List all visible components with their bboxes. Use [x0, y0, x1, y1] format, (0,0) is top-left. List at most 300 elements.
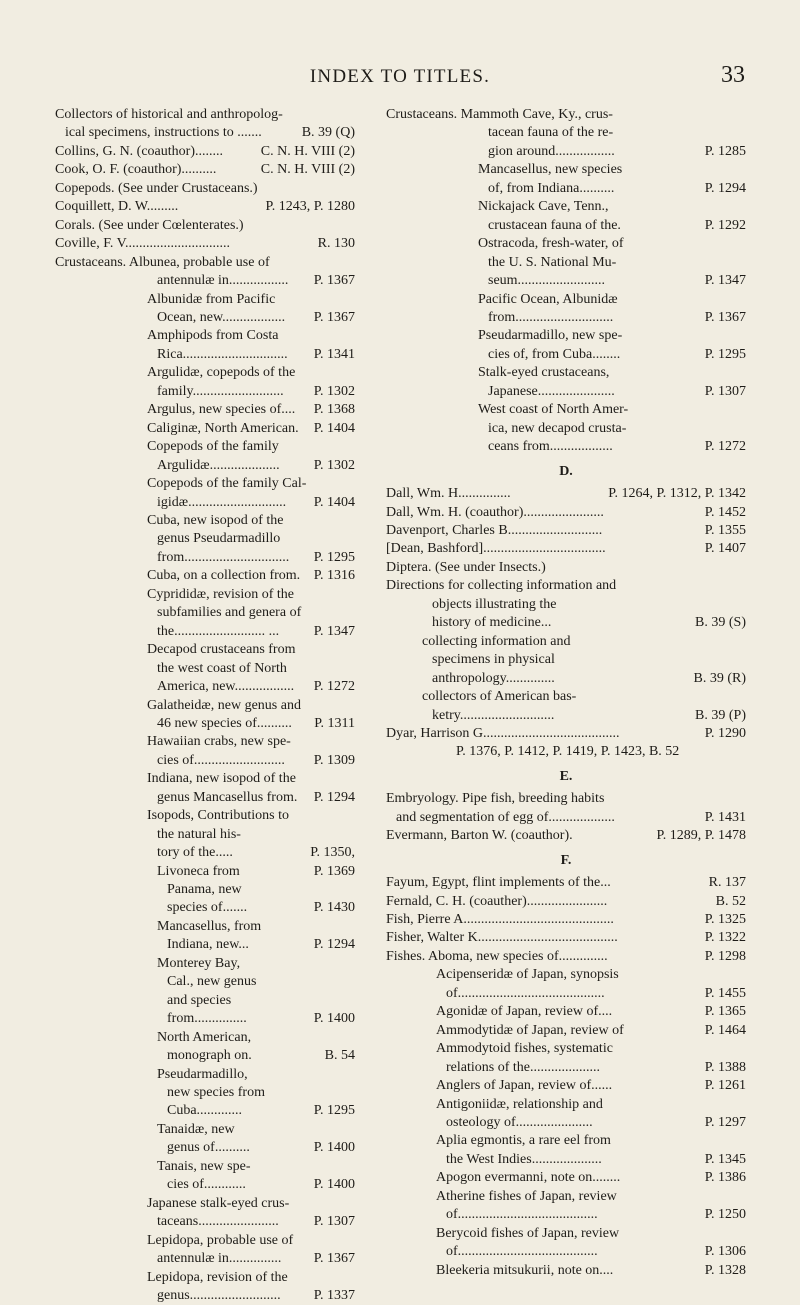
entry-text: taceans.......................	[157, 1214, 279, 1230]
entry-reference: P. 1365	[704, 1004, 746, 1020]
index-entry	[55, 1102, 355, 1120]
entry-text: America, new.................	[157, 679, 295, 695]
index-entry	[55, 789, 355, 807]
entry-reference: P. 1297	[704, 1115, 746, 1131]
entry-reference: P. 1290	[704, 725, 746, 741]
entry-reference: P. 1316	[313, 568, 355, 584]
entry-text: Ammodytidæ of Japan, review of	[436, 1022, 624, 1038]
index-entry	[55, 309, 355, 327]
entry-reference: B. 39 (P)	[695, 707, 746, 723]
index-entry	[55, 826, 355, 844]
entry-text: and segmentation of egg of...................	[396, 809, 615, 825]
index-entry	[386, 670, 746, 688]
entry-text: Amphipods from Costa	[147, 328, 279, 344]
entry-text: Isopods, Contributions to	[147, 808, 289, 824]
entry-reference: R. 137	[708, 875, 746, 891]
entry-text: Fisher, Walter K........................................	[386, 930, 618, 946]
entry-text: ical specimens, instructions to .......	[65, 125, 262, 141]
entry-text: Copepods. (See under Crustaceans.)	[55, 180, 258, 196]
index-entry	[55, 327, 355, 345]
entry-text: West coast of North Amer-	[478, 402, 629, 418]
entry-reference: P. 1367	[313, 273, 355, 289]
index-entry	[55, 1029, 355, 1047]
entry-reference: P. 1452	[704, 504, 746, 520]
index-entry	[386, 985, 746, 1003]
index-entry	[386, 235, 746, 253]
entry-text: Directions for collecting information and	[386, 578, 617, 594]
index-entry	[386, 1040, 746, 1058]
entry-reference: P. 1294	[313, 937, 355, 953]
entry-reference: P. 1388	[704, 1059, 746, 1075]
entry-reference: P. 1455	[704, 985, 746, 1001]
entry-reference: P. 1307	[313, 1214, 355, 1230]
index-entry	[55, 623, 355, 641]
section-letter: F.	[560, 852, 572, 868]
index-entry	[55, 364, 355, 382]
entry-reference: P. 1337	[313, 1288, 355, 1303]
index-entry	[55, 198, 355, 216]
index-entry	[386, 180, 746, 198]
entry-text: Hawaiian crabs, new spe-	[147, 734, 291, 750]
entry-reference: P. 1368	[313, 402, 355, 418]
entry-text: Evermann, Barton W. (coauthor).	[386, 828, 573, 844]
entry-reference: C. N. H. VIII (2)	[260, 143, 355, 159]
entry-reference: P. 1309	[313, 752, 355, 768]
index-entry	[55, 180, 355, 198]
index-entry	[55, 1232, 355, 1250]
entry-text: [Dean, Bashford]...................................	[386, 541, 606, 557]
entry-text: Crustaceans. Mammoth Cave, Ky., crus-	[386, 107, 613, 122]
index-entry	[55, 346, 355, 364]
entry-text: Argulus, new species of....	[147, 402, 296, 418]
entry-reference: P. 1404	[313, 494, 355, 510]
entry-text: Ammodytoid fishes, systematic	[436, 1041, 613, 1057]
entry-text: genus Pseudarmadillo	[157, 531, 281, 547]
section-letter: D.	[559, 463, 573, 479]
entry-text: Cuba.............	[167, 1103, 243, 1119]
index-entry	[386, 633, 746, 651]
index-entry	[386, 1169, 746, 1187]
index-entry	[386, 540, 746, 558]
entry-reference: P. 1355	[704, 522, 746, 538]
entry-text: Coville, F. V..............................	[55, 236, 230, 252]
entry-text: Corals. (See under Cœlenterates.)	[55, 217, 244, 233]
entry-text: Collectors of historical and anthropolog-	[55, 107, 283, 122]
index-entry	[386, 827, 746, 845]
index-entry	[386, 1059, 746, 1077]
entry-reference: B. 39 (Q)	[301, 125, 355, 141]
entry-reference: P. 1430	[313, 900, 355, 916]
entry-reference: P. 1295	[704, 346, 746, 362]
index-entry	[55, 586, 355, 604]
entry-reference: P. 1292	[704, 217, 746, 233]
entry-text: the.......................... ...	[157, 623, 280, 639]
entry-text: Collins, G. N. (coauthor)........	[55, 143, 223, 159]
entry-text: Stalk-eyed crustaceans,	[478, 365, 610, 381]
index-entry	[386, 929, 746, 947]
entry-text: Indiana, new...	[167, 937, 249, 953]
entry-text: cies of, from Cuba........	[488, 346, 621, 362]
entry-text: family..........................	[157, 383, 284, 399]
entry-text: Livoneca from	[157, 863, 240, 879]
index-entry	[55, 401, 355, 419]
index-entry	[55, 641, 355, 659]
index-entry	[55, 660, 355, 678]
index-entry	[386, 106, 746, 124]
entry-text: Dall, Wm. H. (coauthor).......................	[386, 504, 604, 520]
index-entry	[386, 911, 746, 929]
entry-reference: P. 1404	[313, 420, 355, 436]
entry-text: Tanais, new spe-	[157, 1158, 251, 1174]
index-entry	[55, 918, 355, 936]
entry-text: Cuba, on a collection from.	[147, 568, 301, 584]
index-entry	[55, 1213, 355, 1231]
index-entry	[55, 1176, 355, 1194]
entry-reference: P. 1341	[313, 346, 355, 362]
index-entry	[55, 438, 355, 456]
index-entry	[55, 475, 355, 493]
entry-text: Dall, Wm. H...............	[386, 486, 511, 502]
index-entry	[55, 807, 355, 825]
entry-reference: P. 1294	[704, 180, 746, 196]
index-entry	[55, 1250, 355, 1268]
index-entry	[386, 420, 746, 438]
index-entry	[386, 1096, 746, 1114]
index-entry	[386, 291, 746, 309]
entry-text: Diptera. (See under Insects.)	[386, 559, 546, 575]
entry-reference: B. 52	[715, 893, 746, 909]
index-entry	[55, 752, 355, 770]
entry-text: ica, new decapod crusta-	[488, 420, 627, 436]
index-entry	[386, 124, 746, 142]
entry-text: the U. S. National Mu-	[488, 254, 617, 270]
index-entry	[55, 1084, 355, 1102]
entry-text: osteology of......................	[446, 1115, 593, 1131]
entry-text: the west coast of North	[157, 660, 287, 676]
entry-reference: P. 1250	[704, 1207, 746, 1223]
right-column	[386, 106, 746, 1280]
index-entry	[55, 272, 355, 290]
entry-reference: P. 1367	[313, 1251, 355, 1267]
index-entry	[386, 383, 746, 401]
index-entry	[55, 161, 355, 179]
page-header	[0, 62, 800, 92]
index-entry	[55, 549, 355, 567]
index-entry	[386, 1225, 746, 1243]
entry-text: Nickajack Cave, Tenn.,	[478, 199, 609, 215]
index-entry	[386, 893, 746, 911]
index-entry	[386, 364, 746, 382]
entry-text: species of.......	[167, 900, 248, 916]
index-entry	[386, 327, 746, 345]
entry-reference: P. 1322	[704, 930, 746, 946]
entry-text: of........................................	[446, 1207, 598, 1223]
entry-text: Ocean, new..................	[157, 309, 286, 325]
entry-text: Japanese stalk-eyed crus-	[147, 1195, 290, 1211]
entry-text: Cook, O. F. (coauthor)..........	[55, 162, 217, 178]
entry-text: Bleekeria mitsukurii, note on....	[436, 1262, 614, 1278]
entry-reference: P. 1289, P. 1478	[656, 828, 746, 844]
index-entry	[386, 1206, 746, 1224]
entry-text: subfamilies and genera of	[157, 605, 302, 621]
entry-text: Argulidæ, copepods of the	[147, 365, 296, 381]
index-entry	[55, 844, 355, 862]
index-entry	[55, 1139, 355, 1157]
entry-reference: P. 1272	[313, 679, 355, 695]
entry-text: Anglers of Japan, review of......	[436, 1078, 613, 1094]
entry-reference: P. 1302	[313, 457, 355, 473]
entry-text: seum.........................	[488, 273, 606, 289]
entry-text: Fernald, C. H. (coauther).......................	[386, 893, 608, 909]
entry-text: Berycoid fishes of Japan, review	[436, 1225, 620, 1241]
entry-text: genus of..........	[167, 1140, 250, 1156]
entry-text: cies of............	[167, 1177, 246, 1193]
index-entry	[386, 725, 746, 743]
index-entry	[386, 254, 746, 272]
entry-reference: B. 39 (S)	[695, 615, 746, 631]
index-entry	[386, 1114, 746, 1132]
entry-text: history of medicine...	[432, 615, 552, 631]
index-entry	[55, 1121, 355, 1139]
index-entry	[386, 651, 746, 669]
entry-text: and species	[167, 992, 232, 1008]
entry-text: specimens in physical	[432, 652, 555, 668]
left-column	[55, 106, 355, 1305]
entry-text: Galatheidæ, new genus and	[147, 697, 301, 713]
index-entry	[55, 106, 355, 124]
entry-reference: P. 1272	[704, 439, 746, 455]
entry-reference: P. 1464	[704, 1022, 746, 1038]
index-entry	[386, 1003, 746, 1021]
entry-text: Panama, new	[167, 882, 242, 898]
entry-text: Indiana, new isopod of the	[147, 771, 296, 787]
index-entry	[55, 143, 355, 161]
entry-text: gion around.................	[488, 143, 615, 159]
index-entry	[55, 697, 355, 715]
index-entry	[386, 559, 746, 577]
index-entry	[55, 863, 355, 881]
index-entry	[386, 874, 746, 892]
index-entry	[386, 309, 746, 327]
entry-text: 46 new species of..........	[157, 715, 292, 731]
entry-text: Ostracoda, fresh-water, of	[478, 236, 624, 252]
entry-reference: P. 1350,	[310, 845, 355, 861]
entry-text: Decapod crustaceans from	[147, 642, 296, 658]
entry-reference: P. 1302	[313, 383, 355, 399]
index-entry	[55, 1047, 355, 1065]
entry-reference: P. 1367	[313, 309, 355, 325]
index-entry	[386, 577, 746, 595]
entry-reference: P. 1243, P. 1280	[265, 199, 355, 215]
index-entry	[386, 1132, 746, 1150]
index-entry	[55, 1010, 355, 1028]
index-entry	[386, 401, 746, 419]
entry-text: Coquillett, D. W.........	[55, 199, 179, 215]
entry-reference: P. 1400	[313, 1011, 355, 1027]
index-entry	[386, 1151, 746, 1169]
index-entry	[55, 1287, 355, 1305]
entry-text: antennulæ in.................	[157, 273, 289, 289]
index-entry	[386, 596, 746, 614]
entry-reference: P. 1347	[313, 623, 355, 639]
entry-reference: P. 1369	[313, 863, 355, 879]
entry-text: Copepods of the family Cal-	[147, 476, 307, 492]
page-title: INDEX TO TITLES.	[309, 66, 491, 87]
index-entry	[386, 272, 746, 290]
index-entry	[386, 1262, 746, 1280]
index-entry	[55, 217, 355, 235]
index-entry	[55, 124, 355, 142]
index-entry	[386, 438, 746, 456]
entry-text: cies of..........................	[157, 752, 285, 768]
index-entry	[386, 809, 746, 827]
entry-text: Cuba, new isopod of the	[147, 512, 284, 528]
index-entry	[386, 485, 746, 503]
index-entry	[386, 688, 746, 706]
entry-text: Cyprididæ, revision of the	[147, 586, 294, 602]
index-entry	[55, 254, 355, 272]
entry-text: ketry...........................	[432, 707, 555, 723]
index-entry	[55, 383, 355, 401]
index-entry	[55, 420, 355, 438]
entry-text: Mancasellus, new species	[478, 162, 623, 178]
entry-text: Crustaceans. Albunea, probable use of	[55, 254, 270, 270]
entry-reference: P. 1400	[313, 1177, 355, 1193]
entry-text: from...............	[167, 1011, 247, 1027]
entry-text: P. 1376, P. 1412, P. 1419, P. 1423, B. 52	[456, 744, 680, 760]
entry-text: from............................	[488, 309, 614, 325]
index-entry	[55, 1066, 355, 1084]
index-entry	[55, 1158, 355, 1176]
entry-text: North American,	[157, 1029, 252, 1045]
index-entry	[55, 604, 355, 622]
index-entry	[386, 522, 746, 540]
entry-text: tory of the.....	[157, 845, 233, 861]
index-entry	[55, 494, 355, 512]
entry-text: Mancasellus, from	[157, 918, 262, 934]
entry-reference: P. 1431	[704, 809, 746, 825]
entry-text: Monterey Bay,	[157, 955, 241, 971]
entry-text: Tanaidæ, new	[157, 1121, 235, 1137]
index-entry	[55, 899, 355, 917]
entry-text: Antigoniidæ, relationship and	[436, 1096, 603, 1112]
entry-text: Copepods of the family	[147, 439, 279, 455]
index-entry	[386, 143, 746, 161]
entry-text: Pseudarmadillo, new spe-	[478, 328, 623, 344]
index-entry	[386, 198, 746, 216]
entry-text: crustacean fauna of the.	[488, 217, 621, 233]
entry-text: genus Mancasellus from.	[157, 789, 298, 805]
entry-text: collectors of American bas-	[422, 689, 577, 705]
entry-text: Cal., new genus	[167, 974, 257, 990]
entry-reference: C. N. H. VIII (2)	[260, 162, 355, 178]
entry-reference: P. 1294	[313, 789, 355, 805]
entry-text: new species from	[167, 1085, 265, 1101]
entry-reference: P. 1367	[704, 309, 746, 325]
index-entry	[55, 955, 355, 973]
entry-reference: B. 39 (R)	[693, 670, 746, 686]
entry-reference: P. 1325	[704, 912, 746, 928]
entry-text: Fish, Pierre A...........................................	[386, 912, 614, 928]
index-entry	[55, 1195, 355, 1213]
index-entry	[55, 733, 355, 751]
entry-text: Embryology. Pipe fish, breeding habits	[386, 791, 605, 807]
entry-text: Japanese......................	[488, 383, 615, 399]
entry-text: anthropology..............	[432, 670, 555, 686]
entry-text: relations of the....................	[446, 1059, 600, 1075]
index-entry	[55, 291, 355, 309]
section-letter: E.	[559, 768, 573, 784]
entry-text: genus..........................	[157, 1288, 281, 1303]
entry-text: Acipenseridæ of Japan, synopsis	[436, 967, 619, 983]
index-entry	[55, 512, 355, 530]
entry-text: Albunidæ from Pacific	[147, 291, 276, 307]
entry-text: monograph on.	[167, 1048, 252, 1064]
index-entry	[386, 790, 746, 808]
entry-text: of, from Indiana..........	[488, 180, 615, 196]
entry-reference: P. 1295	[313, 549, 355, 565]
entry-text: tacean fauna of the re-	[488, 125, 614, 141]
entry-text: the West Indies....................	[446, 1151, 602, 1167]
entry-text: Atherine fishes of Japan, review	[436, 1188, 617, 1204]
index-entry	[386, 1243, 746, 1261]
entry-text: antennulæ in...............	[157, 1251, 282, 1267]
entry-reference: P. 1306	[704, 1244, 746, 1260]
index-entry	[55, 992, 355, 1010]
index-entry	[55, 530, 355, 548]
entry-text: Lepidopa, revision of the	[147, 1269, 288, 1285]
entry-text: Davenport, Charles B...........................	[386, 522, 603, 538]
entry-text: Rica..............................	[157, 346, 288, 362]
index-entry	[386, 743, 746, 761]
index-entry	[55, 567, 355, 585]
entry-text: Pacific Ocean, Albunidæ	[478, 291, 618, 307]
entry-text: Pseudarmadillo,	[157, 1066, 248, 1082]
entry-reference: P. 1307	[704, 383, 746, 399]
entry-text: Agonidæ of Japan, review of....	[436, 1004, 613, 1020]
index-entry	[386, 346, 746, 364]
index-entry	[386, 1022, 746, 1040]
entry-reference: B. 54	[324, 1048, 355, 1064]
entry-text: of........................................	[446, 1244, 598, 1260]
index-entry	[55, 457, 355, 475]
index-entry	[55, 881, 355, 899]
index-entry	[55, 973, 355, 991]
entry-reference: P. 1264, P. 1312, P. 1342	[608, 486, 746, 502]
entry-text: Argulidæ....................	[157, 457, 280, 473]
index-entry	[386, 948, 746, 966]
index-entry	[386, 161, 746, 179]
entry-reference: P. 1407	[704, 541, 746, 557]
entry-text: Lepidopa, probable use of	[147, 1232, 294, 1248]
entry-reference: P. 1328	[704, 1262, 746, 1278]
index-entry	[55, 1269, 355, 1287]
entry-reference: P. 1386	[704, 1170, 746, 1186]
entry-text: collecting information and	[422, 633, 571, 649]
index-entry	[55, 770, 355, 788]
entry-text: the natural his-	[157, 826, 241, 842]
index-entry	[55, 715, 355, 733]
entry-text: Aplia egmontis, a rare eel from	[436, 1133, 611, 1149]
entry-text: Apogon evermanni, note on........	[436, 1170, 621, 1186]
entry-text: Dyar, Harrison G.......................................	[386, 725, 620, 741]
index-entry	[386, 614, 746, 632]
entry-text: ceans from..................	[488, 439, 613, 455]
index-entry	[55, 235, 355, 253]
entry-reference: P. 1295	[313, 1103, 355, 1119]
entry-text: Caliginæ, North American.	[147, 420, 299, 436]
entry-text: of..........................................	[446, 985, 605, 1001]
